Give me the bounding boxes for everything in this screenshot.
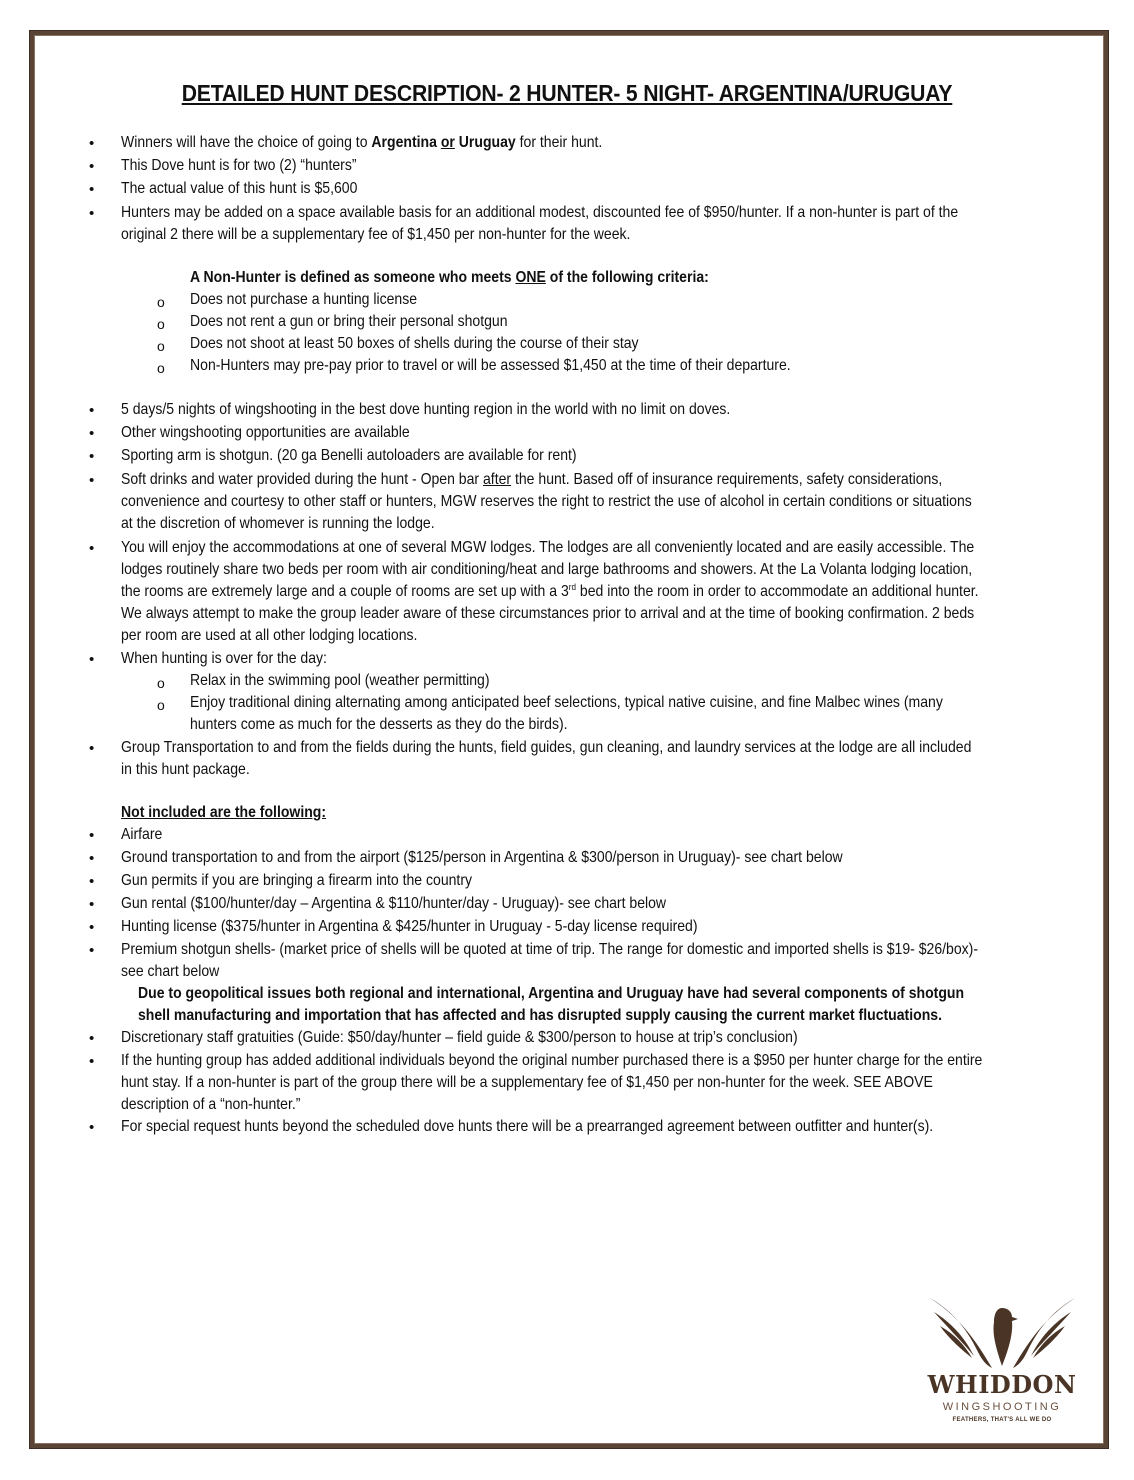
- sub-bullet-glyph: o: [157, 294, 165, 310]
- not-included-item: Gun permits if you are bringing a firearm into the country: [121, 872, 473, 889]
- shells-notice-line-1: Due to geopolitical issues both regional and international, Argentina and Uruguay have had several components of shotgun: [138, 985, 965, 1002]
- bullet-glyph: •: [89, 181, 95, 198]
- detail-after-hunt-line: When hunting is over for the day:: [121, 650, 327, 667]
- bullet-glyph: •: [89, 850, 95, 867]
- bullet-glyph: •: [89, 540, 95, 557]
- sub-bullet-glyph: o: [157, 316, 165, 332]
- logo-wordmark: WHIDDON: [927, 1370, 1077, 1399]
- detail-drinks-line-3: at the discretion of whomever is running the lodge.: [121, 515, 435, 532]
- detail-transport-line-1: Group Transportation to and from the fields during the hunts, field guides, gun cleaning, and laundry services at the lodge are all included: [121, 739, 972, 756]
- detail-drinks-line-2: convenience and courtesy to other staff or hunters, MGW reserves the right to restrict the use of alcohol in certain conditions or situations: [121, 493, 972, 510]
- bullet-glyph: •: [89, 205, 95, 222]
- bullet-glyph: •: [89, 1119, 95, 1136]
- non-hunter-criterion: Does not rent a gun or bring their personal shotgun: [190, 313, 508, 330]
- not-included-heading: Not included are the following:: [121, 804, 327, 821]
- not-included-additional-line-3: description of a “non-hunter.”: [121, 1096, 301, 1113]
- detail-dining-line-1: Enjoy traditional dining alternating among anticipated beef selections, typical native cuisine, and fine Malbec wines (many: [190, 694, 943, 711]
- bullet-glyph: •: [89, 651, 95, 668]
- detail-opportunities-line: Other wingshooting opportunities are available: [121, 424, 410, 441]
- intro-hunters-line: This Dove hunt is for two (2) “hunters”: [121, 157, 357, 174]
- detail-sporting-arm-line: Sporting arm is shotgun. (20 ga Benelli autoloaders are available for rent): [121, 447, 577, 464]
- intro-choice-line: Winners will have the choice of going to Argentina or Uruguay for their hunt.: [121, 134, 603, 151]
- not-included-item: Discretionary staff gratuities (Guide: $50/day/hunter – field guide & $300/person to house at trip’s conclusion): [121, 1029, 798, 1046]
- intro-value-line: The actual value of this hunt is $5,600: [121, 180, 358, 197]
- detail-lodging-line-3: the rooms are extremely large and a couple of rooms are set up with a 3rd bed into the room in order to accommodate an additional hunter.: [121, 581, 979, 600]
- bullet-glyph: •: [89, 1030, 95, 1047]
- sub-bullet-glyph: o: [157, 338, 165, 354]
- sub-bullet-glyph: o: [157, 675, 165, 691]
- shells-notice-line-2: shell manufacturing and importation that has affected and has disrupted supply causing the current market fluctuations.: [138, 1007, 942, 1024]
- detail-dining-line-2: hunters come as much for the desserts as they do the birds).: [190, 716, 568, 733]
- non-hunter-criterion: Non-Hunters may pre-pay prior to travel or will be assessed $1,450 at the time of their departure.: [190, 357, 791, 374]
- bullet-glyph: •: [89, 1053, 95, 1070]
- intro-additional-line-2: original 2 there will be a supplementary fee of $1,450 per non-hunter for the week.: [121, 226, 631, 243]
- sub-bullet-glyph: o: [157, 697, 165, 713]
- detail-lodging-line-4: We always attempt to make the group leader aware of these circumstances prior to arrival and at the time of booking confirmation. 2 beds: [121, 605, 975, 622]
- not-included-item: Gun rental ($100/hunter/day – Argentina & $110/hunter/day - Uruguay)- see chart below: [121, 895, 667, 912]
- bullet-glyph: •: [89, 158, 95, 175]
- bullet-glyph: •: [89, 942, 95, 959]
- not-included-shells-line-2: see chart below: [121, 963, 220, 980]
- detail-lodging-line-2: lodges routinely share two beds per room with air conditioning/heat and large bathrooms and showers. At the La Volanta lodging location,: [121, 561, 973, 578]
- non-hunter-criterion: Does not shoot at least 50 boxes of shells during the course of their stay: [190, 335, 639, 352]
- non-hunter-heading: A Non-Hunter is defined as someone who meets ONE of the following criteria:: [190, 269, 709, 286]
- bullet-glyph: •: [89, 472, 95, 489]
- bullet-glyph: •: [89, 740, 95, 757]
- not-included-item: Airfare: [121, 826, 163, 843]
- detail-days-line: 5 days/5 nights of wingshooting in the best dove hunting region in the world with no limit on doves.: [121, 401, 731, 418]
- bullet-glyph: •: [89, 425, 95, 442]
- detail-drinks-line-1: Soft drinks and water provided during the hunt - Open bar after the hunt. Based off of insurance requirements, safety considerations,: [121, 471, 943, 488]
- page-title: DETAILED HUNT DESCRIPTION- 2 HUNTER- 5 NIGHT- ARGENTINA/URUGUAY: [181, 80, 953, 106]
- sub-bullet-glyph: o: [157, 360, 165, 376]
- detail-pool-line: Relax in the swimming pool (weather permitting): [190, 672, 490, 689]
- not-included-shells-line-1: Premium shotgun shells- (market price of shells will be quoted at time of trip. The range for domestic and imported shells is $19- $26/box)-: [121, 941, 979, 958]
- bullet-glyph: •: [89, 873, 95, 890]
- not-included-item: Ground transportation to and from the airport ($125/person in Argentina & $300/person in Uruguay)- see chart below: [121, 849, 843, 866]
- intro-additional-line-1: Hunters may be added on a space available basis for an additional modest, discounted fee of $950/hunter. If a non-hunter is part of the: [121, 204, 959, 221]
- bullet-glyph: •: [89, 896, 95, 913]
- detail-transport-line-2: in this hunt package.: [121, 761, 250, 778]
- bullet-glyph: •: [89, 135, 95, 152]
- logo-subtitle: WINGSHOOTING: [942, 1401, 1062, 1413]
- logo-tagline: FEATHERS, THAT'S ALL WE DO: [952, 1417, 1052, 1423]
- detail-lodging-line-5: per room are used at all other lodging locations.: [121, 627, 418, 644]
- not-included-item: For special request hunts beyond the scheduled dove hunts there will be a prearranged agreement between outfitter and hunter(s).: [121, 1118, 934, 1135]
- not-included-item: Hunting license ($375/hunter in Argentina & $425/hunter in Uruguay - 5-day license required): [121, 918, 698, 935]
- bullet-glyph: •: [89, 919, 95, 936]
- non-hunter-criterion: Does not purchase a hunting license: [190, 291, 418, 308]
- bullet-glyph: •: [89, 827, 95, 844]
- not-included-additional-line-1: If the hunting group has added additional individuals beyond the original number purchased there is a $950 per hunter charge for the entire: [121, 1052, 983, 1069]
- detail-lodging-line-1: You will enjoy the accommodations at one of several MGW lodges. The lodges are all conveniently located and are easily accessible. The: [121, 539, 975, 556]
- not-included-additional-line-2: hunt stay. If a non-hunter is part of the group there will be a supplementary fee of $1,450 per non-hunter for the week. SEE ABOVE: [121, 1074, 933, 1091]
- bullet-glyph: •: [89, 402, 95, 419]
- bullet-glyph: •: [89, 448, 95, 465]
